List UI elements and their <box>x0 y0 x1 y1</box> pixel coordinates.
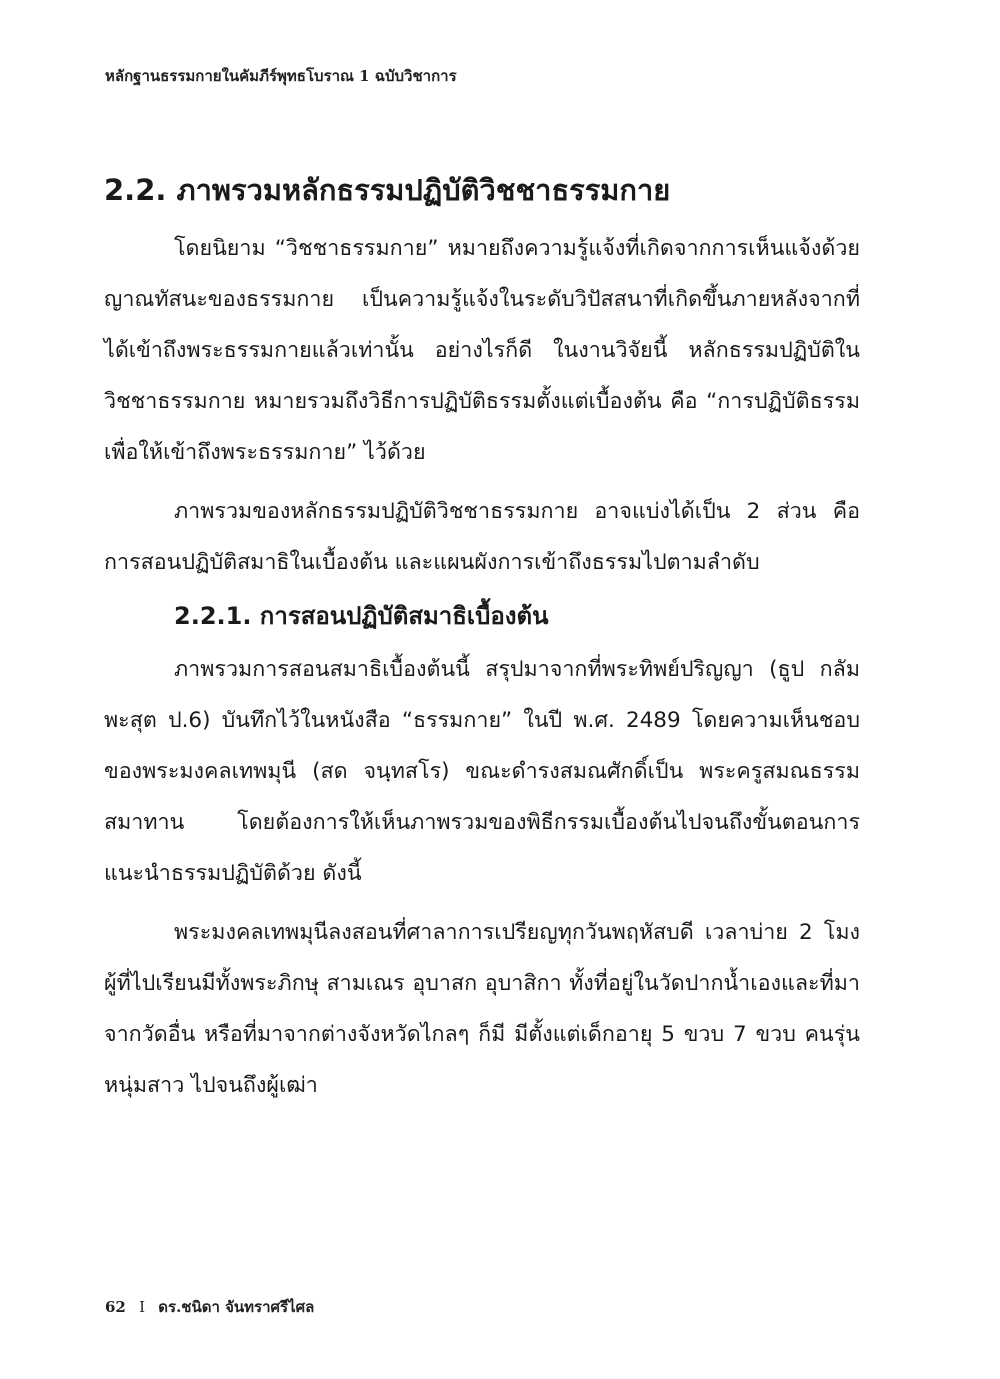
author-name: ดร.ชนิดา จันทราศรีไศล <box>158 1298 315 1316</box>
page-number: 62 <box>105 1298 126 1316</box>
footer-separator: I <box>139 1298 146 1316</box>
page-body <box>104 170 860 1119</box>
running-footer <box>105 1295 314 1319</box>
paragraph: พระมงคลเทพมุนีลงสอนที่ศาลาการเปรียญทุกวันพฤหัสบดี เวลาบ่าย 2 โมง ผู้ที่ไปเรียนมีทั้งพระภิกษุ สามเณร อุบาสก อุบาสิกา ทั้งที่อยู่ในวัดปากน้ำเองและที่มาจากวัดอื่น หรือที่มาจากต่างจังหวัดไกลๆ ก็มี มีตั้งแต่เด็กอายุ 5 ขวบ 7 ขวบ คนรุ่นหนุ่มสาว ไปจนถึงผู้เฒ่า <box>104 919 860 1098</box>
section-heading: 2.2. ภาพรวมหลักธรรมปฏิบัติวิชชาธรรมกาย <box>104 173 671 207</box>
subsection-heading: 2.2.1. การสอนปฏิบัติสมาธิเบื้องต้น <box>174 601 549 630</box>
running-header: หลักฐานธรรมกายในคัมภีร์พุทธโบราณ 1 ฉบับวิชาการ <box>105 67 457 85</box>
paragraph: โดยนิยาม “วิชชาธรรมกาย” หมายถึงความรู้แจ้งที่เกิดจากการเห็นแจ้งด้วยญาณทัสนะของธรรมกาย เป็นความรู้แจ้งในระดับวิปัสสนาที่เกิดขึ้นภายหลังจากที่ได้เข้าถึงพระธรรมกายแล้วเท่านั้น อย่างไรก็ดี ในงานวิจัยนี้ หลักธรรมปฏิบัติในวิชชาธรรมกาย หมายรวมถึงวิธีการปฏิบัติธรรมตั้งแต่เบื้องต้น คือ “การปฏิบัติธรรมเพื่อให้เข้าถึงพระธรรมกาย” ไว้ด้วย <box>104 235 860 465</box>
paragraph: ภาพรวมของหลักธรรมปฏิบัติวิชชาธรรมกาย อาจแบ่งได้เป็น 2 ส่วน คือ การสอนปฏิบัติสมาธิในเบื้องต้น และแผนผังการเข้าถึงธรรมไปตามลำดับ <box>104 498 860 575</box>
paragraph: ภาพรวมการสอนสมาธิเบื้องต้นนี้ สรุปมาจากที่พระทิพย์ปริญญา (ธูป กลัมพะสุต ป.6) บันทึกไว้ในหนังสือ “ธรรมกาย” ในปี พ.ศ. 2489 โดยความเห็นชอบของพระมงคลเทพมุนี (สด จนฺทสโร) ขณะดำรงสมณศักดิ์เป็น พระครูสมณธรรมสมาทาน โดยต้องการให้เห็นภาพรวมของพิธีกรรมเบื้องต้นไปจนถึงขั้นตอนการแนะนำธรรมปฏิบัติด้วย ดังนี้ <box>104 656 860 886</box>
